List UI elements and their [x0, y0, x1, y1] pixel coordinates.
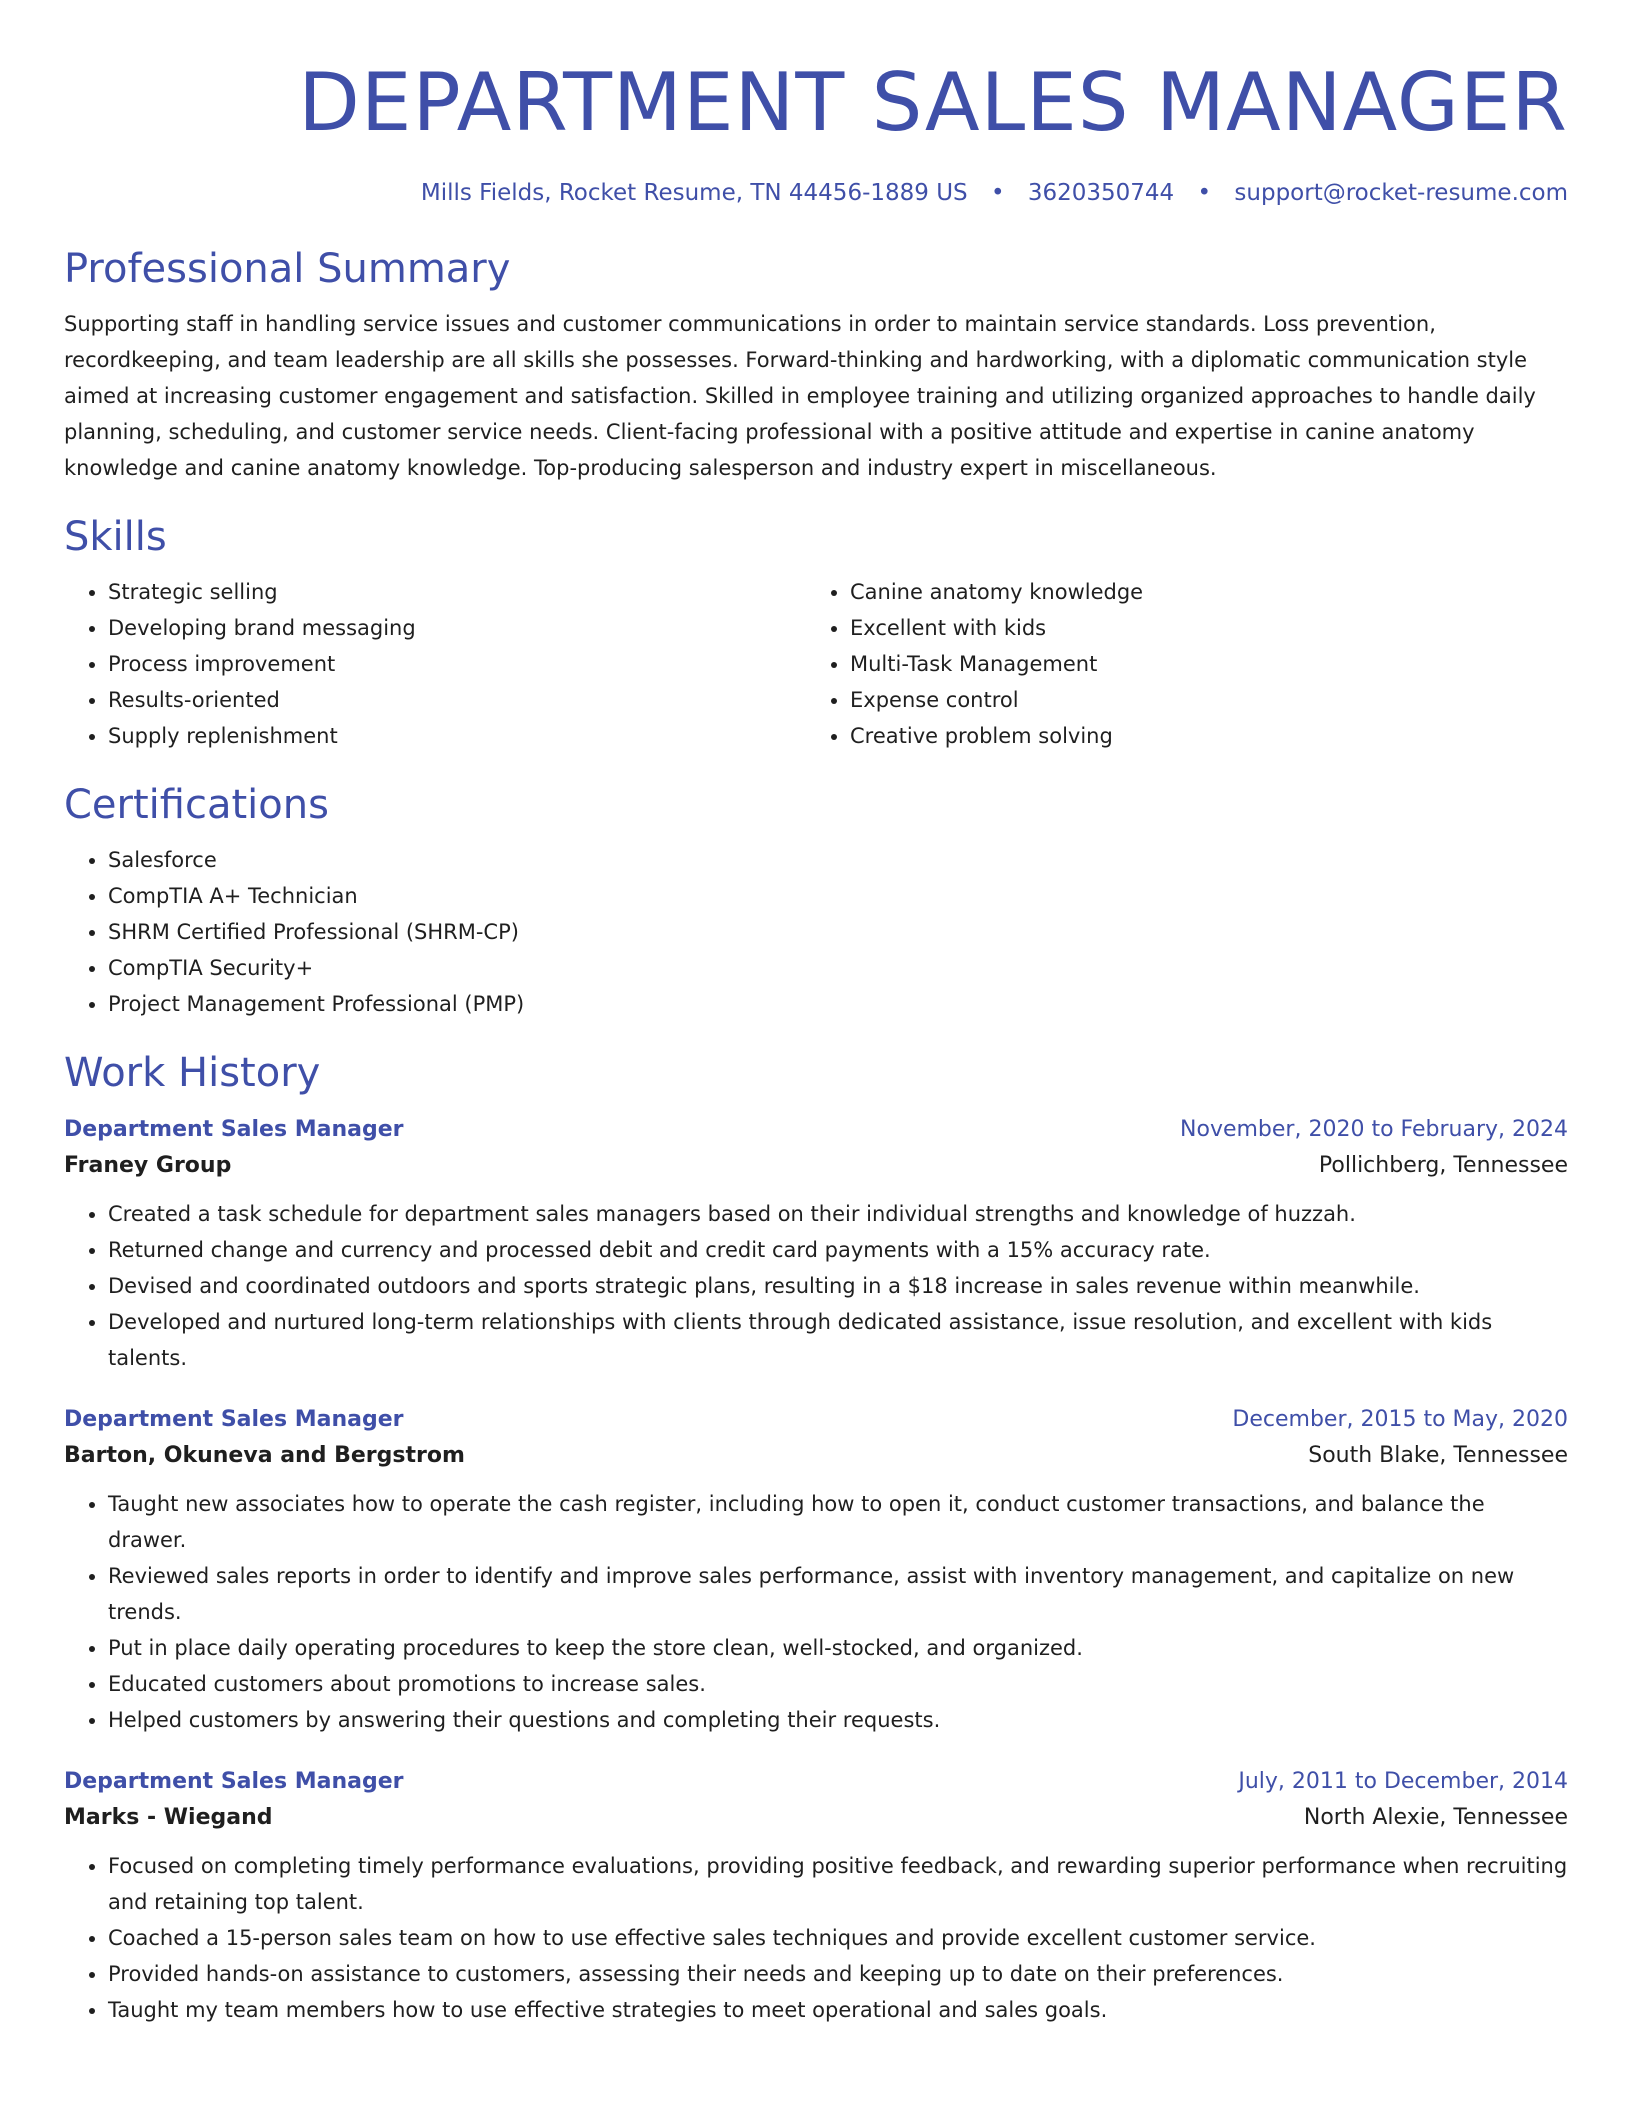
- skill-item: • Supply replenishment: [108, 718, 806, 754]
- job-company-row: [64, 1148, 1568, 1184]
- job-header-row: [64, 1402, 1568, 1438]
- certification-item: • CompTIA Security+: [108, 950, 1568, 986]
- job-location: South Blake, Tennessee: [1308, 1443, 1568, 1468]
- contact-line: [64, 178, 1568, 208]
- job-header-row: [64, 1764, 1568, 1800]
- certification-item: • SHRM Certified Professional (SHRM-CP): [108, 914, 1568, 950]
- contact-phone: 3620350744: [1027, 180, 1175, 206]
- contact-separator: •: [1197, 180, 1212, 206]
- skill-item: • Results-oriented: [108, 682, 806, 718]
- job-bullet: • Taught my team members how to use effective strategies to meet operational and sales goals.: [108, 1992, 1568, 2028]
- job-bullets: [64, 1196, 1568, 1376]
- skill-item: • Creative problem solving: [850, 718, 1548, 754]
- job-bullet: • Devised and coordinated outdoors and sports strategic plans, resulting in a $18 increase in sales revenue within meanwhile.: [108, 1268, 1568, 1304]
- contact-email: support@rocket-resume.com: [1234, 180, 1568, 206]
- job-bullets: [64, 1486, 1568, 1738]
- job-entry: [64, 1764, 1568, 2028]
- job-bullets: [64, 1848, 1568, 2028]
- job-bullet: • Coached a 15-person sales team on how to use effective sales techniques and provide excellent customer service.: [108, 1920, 1568, 1956]
- job-entry: [64, 1112, 1568, 1376]
- work-history-heading: Work History: [64, 1050, 321, 1096]
- job-company: Marks - Wiegand: [64, 1805, 273, 1830]
- skill-item: • Process improvement: [108, 646, 806, 682]
- job-entry: [64, 1402, 1568, 1738]
- job-bullet: • Taught new associates how to operate the cash register, including how to open it, conduct customer transactions, and balance the drawer.: [108, 1486, 1568, 1558]
- skills-heading: Skills: [64, 514, 167, 560]
- job-bullet: • Helped customers by answering their questions and completing their requests.: [108, 1702, 1568, 1738]
- job-bullet: • Reviewed sales reports in order to identify and improve sales performance, assist with inventory management, and capitalize on new trends.: [108, 1558, 1568, 1630]
- job-location: Pollichberg, Tennessee: [1318, 1153, 1568, 1178]
- job-company-row: [64, 1800, 1568, 1836]
- summary-text: Supporting staff in handling service issues and customer communications in order to maintain service standards. Loss prevention, recordkeeping, and team leadership are all skills she possesses. Forward-thinking and hardworking, with a diplomatic communication style aimed at increasing customer engagement and satisfaction. Skilled in employee training and utilizing organized approaches to handle daily planning, scheduling, and customer service needs. Client-facing professional with a positive attitude and expertise in canine anatomy knowledge and canine anatomy knowledge. Top-producing salesperson and industry expert in miscellaneous.: [64, 312, 1536, 480]
- skill-item: • Developing brand messaging: [108, 610, 806, 646]
- certification-item: • Project Management Professional (PMP): [108, 986, 1568, 1022]
- skill-item: • Excellent with kids: [850, 610, 1548, 646]
- certifications-list: [64, 842, 1568, 1022]
- job-dates: July, 2011 to December, 2014: [1238, 1769, 1568, 1794]
- job-title: Department Sales Manager: [64, 1769, 404, 1794]
- certifications-heading: Certifications: [64, 782, 329, 828]
- skill-item: • Strategic selling: [108, 574, 806, 610]
- contact-separator: •: [990, 180, 1005, 206]
- job-bullet: • Put in place daily operating procedures to keep the store clean, well-stocked, and organized.: [108, 1630, 1568, 1666]
- job-title: Department Sales Manager: [64, 1407, 404, 1432]
- job-location: North Alexie, Tennessee: [1303, 1805, 1568, 1830]
- job-bullet: • Developed and nurtured long-term relationships with clients through dedicated assistance, issue resolution, and excellent with kids talents.: [108, 1304, 1568, 1376]
- job-dates: November, 2020 to February, 2024: [1180, 1117, 1568, 1142]
- certification-item: • Salesforce: [108, 842, 1568, 878]
- resume-title: DEPARTMENT SALES MANAGER: [298, 56, 1568, 149]
- skill-item: • Expense control: [850, 682, 1548, 718]
- skill-item: • Multi-Task Management: [850, 646, 1548, 682]
- job-company: Franey Group: [64, 1153, 232, 1178]
- job-company-row: [64, 1438, 1568, 1474]
- summary-heading: Professional Summary: [64, 246, 511, 292]
- resume-page: [64, 0, 1568, 2028]
- job-bullet: • Focused on completing timely performance evaluations, providing positive feedback, and rewarding superior performance when recruiting and retaining top talent.: [108, 1848, 1568, 1920]
- certification-item: • CompTIA A+ Technician: [108, 878, 1568, 914]
- skills-column-left: [64, 574, 806, 754]
- skill-item: • Canine anatomy knowledge: [850, 574, 1548, 610]
- skills-list: [64, 574, 1568, 754]
- job-bullet: • Educated customers about promotions to increase sales.: [108, 1666, 1568, 1702]
- skills-column-right: [806, 574, 1548, 754]
- job-bullet: • Created a task schedule for department sales managers based on their individual strengths and knowledge of huzzah.: [108, 1196, 1568, 1232]
- contact-address: Mills Fields, Rocket Resume, TN 44456-1889 US: [420, 180, 968, 206]
- job-bullet: • Returned change and currency and processed debit and credit card payments with a 15% accuracy rate.: [108, 1232, 1568, 1268]
- job-dates: December, 2015 to May, 2020: [1232, 1407, 1568, 1432]
- job-header-row: [64, 1112, 1568, 1148]
- job-company: Barton, Okuneva and Bergstrom: [64, 1443, 465, 1468]
- job-title: Department Sales Manager: [64, 1117, 404, 1142]
- job-bullet: • Provided hands-on assistance to customers, assessing their needs and keeping up to date on their preferences.: [108, 1956, 1568, 1992]
